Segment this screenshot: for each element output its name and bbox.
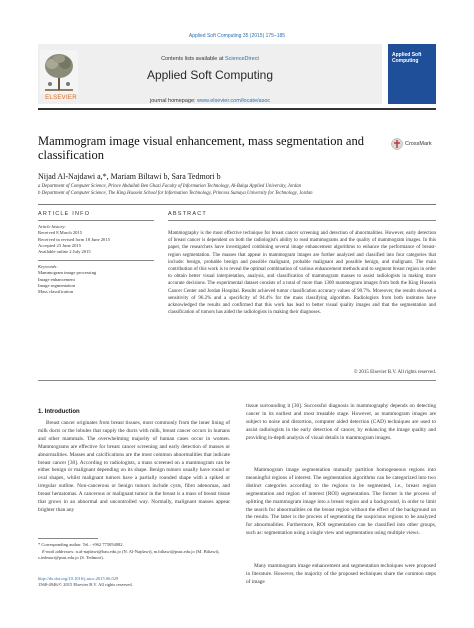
header-divider — [38, 108, 436, 110]
abstract-rule — [168, 220, 436, 221]
article-info-heading: ARTICLE INFO — [38, 211, 91, 217]
abstract-bottom-rule — [38, 380, 436, 381]
homepage-prefix: journal homepage: — [150, 98, 196, 104]
history-received: Received 8 March 2015 — [38, 230, 83, 236]
intro-left-column: Breast cancer originates from breast tissues, most commonly from the inner lining of milk ducts or the lobules that supply the ducts with milk, breast cancer occurs in humans and other mammals. The overwhelming majority of human cases occur in women. Mammograms are effective for breast cancer screening and early detection of masses or abnormalities. Masses and calcifications are the most common abnormalities that indicate breast cancer [30]. According to radiologists, a mass screened on a mammogram can be either benign or malignant depending on its shape. Benign tumors usually have round or oval shapes, whilst malignant tumors have a partially rounded shape with a spiked or irregular outline. Non-cancerous or benign tumors include cysts, fibro adenomas, and breast hematomas. A cancerous or malignant tumor in the breast is a mass of breast tissue that grows in an abnormal and uncontrolled way. Normally, malignant masses appear brighter than any — [38, 420, 230, 513]
sciencedirect-link[interactable]: ScienceDirect — [224, 56, 259, 62]
affiliation-a: a Department of Computer Science, Prince Abdullah Ben Ghazi Faculty of Information Technology, Al-Balqa Applied University, Jordan — [38, 184, 302, 189]
crossmark-icon[interactable] — [391, 138, 403, 150]
keyword-item: Image enhancement — [38, 276, 75, 282]
contents-availability — [90, 56, 330, 62]
keyword-item: Image segmentation — [38, 282, 76, 288]
paper-title: Mammogram image visual enhancement, mass segmentation and classification — [38, 134, 364, 162]
keyword-item: Mammogram image processing — [38, 270, 97, 276]
history-revised: Received in revised form 18 June 2015 — [38, 236, 110, 242]
email-list[interactable]: n.al-najdawi@bau.edu.jo (N. Al-Najdawi), m.biltawi@psut.edu.jo (M. Biltawi), s.tedmori@psut.edu.jo (S. Tedmori). — [38, 549, 220, 561]
author-list: Nijad Al-Najdawi a,*, Mariam Biltawi b, Sara Tedmori b — [38, 172, 221, 181]
article-info-rule — [38, 220, 154, 221]
abstract-copyright: © 2015 Elsevier B.V. All rights reserved. — [353, 370, 436, 375]
corresponding-author-note: * Corresponding author. Tel.: +962 775054082. — [38, 542, 124, 547]
affiliation-divider — [38, 204, 436, 205]
affiliation-b: b Department of Computer Science, The King Hussein School for Information Technology, Princess Sumaya University for Technology, Jordan — [38, 191, 313, 196]
email-label: E-mail addresses: — [42, 549, 75, 554]
intro-right-paragraph-1: tissue surrounding it [30]. Successful diagnosis in mammography depends on detecting cancer in its earliest and most treatable stage. However, as mammogram images are subject to noise and distortion, computer aided detection (CAD) techniques are used to assist radiologists in the early detection of cancer, by enhancing the image quality and providing in-depth analysis of visual details in mammogram images. — [246, 403, 436, 441]
history-label: Article history: — [38, 224, 66, 229]
introduction-heading: 1. Introduction — [38, 409, 80, 415]
keywords-block — [38, 264, 148, 295]
doi-link[interactable]: http://dx.doi.org/10.1016/j.asoc.2015.06.029 — [38, 576, 119, 581]
homepage-link[interactable]: www.elsevier.com/locate/asoc — [197, 98, 271, 104]
history-online: Available online 2 July 2015 — [38, 249, 91, 255]
journal-title: Applied Soft Computing — [146, 68, 274, 82]
contents-prefix: Contents lists available at — [161, 56, 224, 62]
footer — [38, 576, 238, 588]
issn-line: 1568-4946/© 2015 Elsevier B.V. All rights reserved. — [38, 582, 133, 587]
intro-right-paragraph-2: Mammogram image segmentation mutually partition homogeneous regions into meaningful regions of interest. The segmentation algorithms can be categorized into two distinct categories according to the regions to be segmented, i.e., breast region segmentation and region of interest (ROI) segmentation. The former is the process of splitting the mammogram image into a breast region and a background, in order to limit the search for abnormalities on the breast region without the effect of the background on the results. The latter is the process of segmenting the suspicious regions to be analyzed for abnormalities. Furthermore, ROI segmentation can be classified into other groups, such as: segmentation using a single view and segmentation using multiple views. — [246, 467, 436, 537]
crossmark-label[interactable]: CrossMark — [405, 141, 432, 147]
publisher-name: ELSEVIER — [45, 95, 77, 101]
footnote-rule — [38, 538, 98, 539]
journal-reference[interactable]: Applied Soft Computing 35 (2015) 175–185 — [188, 33, 286, 39]
keywords-rule — [38, 260, 154, 261]
elsevier-tree-logo-icon — [40, 50, 78, 94]
cover-title: Applied Soft Computing — [392, 52, 422, 64]
intro-right-paragraph-3: Many mammogram image enhancement and segmentation techniques were proposed in literature. However, the majority of the proposed techniques share the common steps of image — [246, 563, 436, 585]
email-addresses — [38, 549, 228, 561]
history-accepted: Accepted 23 June 2015 — [38, 242, 81, 248]
keyword-item: Mass classification — [38, 289, 74, 295]
abstract-heading: ABSTRACT — [168, 211, 207, 217]
keywords-label: Keywords: — [38, 264, 58, 269]
abstract-text: Mammography is the most effective technique for breast cancer screening and detection of abnormalities. However, early detection of breast cancer is dependent on both the radiologist's ability to read mammograms and the quality of mammogram images. In this paper, the researchers have investigated combining several image enhancement algorithms to enhance the performance of breast-region segmentation. The masses that appear in mammogram images are further analyzed and classified into four categories that include: benign, probable benign and possible malignant, probable malignant and possible benign, and malignant. The main contribution of this work is to reveal the optimal combination of various enhancement methods and to segment breast region in order to obtain better visual interpretation, analysis, and classification of mammogram masses to assist radiologists in making more accurate decisions. The experimental dataset consists of a total of more than 1300 mammogram images from both the King Hussein Cancer Center and Jordan Hospital. Results achieved tumor classification accuracy values of 90.7%. Moreover, the results showed a sensitivity of 96.2% and a specificity of 94.4% for the mass classifying algorithm. Radiologists from both institutes have acknowledged the results and confirmed that this work has lead to better visual quality images and that the segmentation and classification of tumors has aided the radiologists in making their diagnoses. — [168, 231, 436, 316]
article-history — [38, 224, 148, 255]
